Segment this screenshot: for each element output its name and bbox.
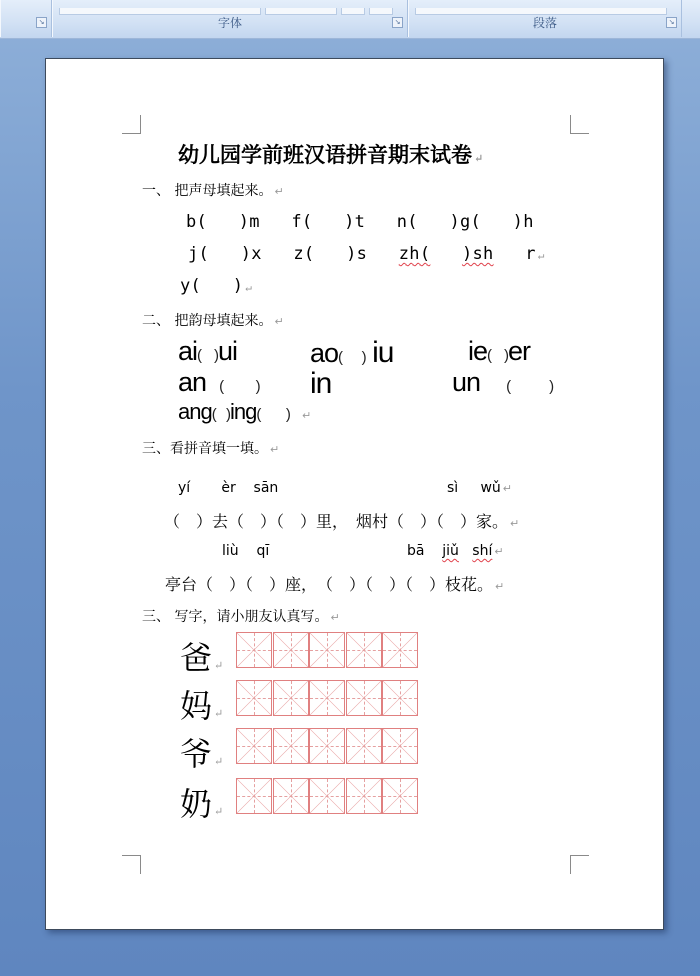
grid-cell[interactable] bbox=[309, 632, 345, 668]
paren-open: ( bbox=[219, 378, 224, 395]
shengmu-item: )h bbox=[512, 212, 534, 232]
paragraph-mark-icon: ↵ bbox=[537, 249, 545, 262]
pinyin-item: jiǔ bbox=[442, 543, 459, 559]
paren-open: ( bbox=[256, 406, 261, 423]
page-title bbox=[178, 139, 483, 169]
shengmu-row-3 bbox=[180, 276, 252, 296]
grid-cell[interactable] bbox=[236, 778, 272, 814]
shengmu-item: )sh bbox=[461, 244, 494, 264]
paragraph-mark-icon: ↵ bbox=[510, 517, 520, 530]
writing-grid[interactable] bbox=[236, 632, 419, 668]
pinyin-item: yí bbox=[178, 480, 191, 496]
paren-open: ( bbox=[197, 347, 202, 364]
shengmu-item: )s bbox=[346, 244, 368, 264]
paren-open: ( bbox=[506, 378, 511, 395]
grid-cell[interactable] bbox=[346, 778, 382, 814]
yunmu-row-1c bbox=[468, 336, 530, 367]
ribbon bbox=[0, 0, 700, 39]
paragraph-mark-icon: ↵ bbox=[270, 443, 280, 456]
paren-open: ( bbox=[487, 347, 492, 364]
shengmu-item: ) bbox=[232, 276, 244, 296]
shengmu-item: )t bbox=[344, 212, 366, 232]
shengmu-row-1 bbox=[186, 212, 534, 232]
pinyin-item: sān bbox=[253, 480, 279, 496]
yunmu-item: ao bbox=[310, 338, 339, 368]
grid-cell[interactable] bbox=[273, 680, 309, 716]
paragraph-mark-icon: ↵ bbox=[494, 545, 504, 558]
yunmu-row-2c bbox=[452, 367, 553, 398]
section-1-text: 一、 把声母填起来。 bbox=[142, 183, 273, 199]
pinyin-line-3a bbox=[222, 543, 269, 559]
paren-close: ) bbox=[214, 347, 219, 364]
grid-cell[interactable] bbox=[346, 632, 382, 668]
margin-corner-mark bbox=[570, 855, 589, 874]
grid-cell[interactable] bbox=[273, 632, 309, 668]
ribbon-group-clipboard bbox=[0, 0, 52, 37]
grid-cell[interactable] bbox=[382, 728, 418, 764]
yunmu-item: ui bbox=[218, 336, 238, 366]
font-group-label: 字体 bbox=[217, 16, 242, 30]
pinyin-item: èr bbox=[221, 480, 236, 496]
font-dialog-launcher-icon[interactable]: ↘ bbox=[392, 17, 403, 28]
yunmu-item: ie bbox=[468, 336, 488, 366]
pinyin-item: shí bbox=[472, 543, 493, 559]
grid-cell[interactable] bbox=[309, 778, 345, 814]
yunmu-row-1 bbox=[178, 336, 237, 367]
yunmu-row-3 bbox=[178, 399, 310, 425]
paragraph-mark-icon: ↵ bbox=[214, 755, 224, 768]
paren-close: ) bbox=[255, 378, 260, 395]
yunmu-item: in bbox=[310, 367, 332, 400]
paragraph-mark-icon: ↵ bbox=[214, 805, 224, 818]
shengmu-item: j( bbox=[188, 244, 210, 264]
paren-close: ) bbox=[225, 406, 230, 423]
section-1-heading bbox=[142, 180, 284, 200]
yunmu-row-2b bbox=[310, 367, 331, 401]
character-glyph: 奶 bbox=[180, 785, 213, 823]
paragraph-mark-icon: ↵ bbox=[495, 580, 505, 593]
margin-corner-mark bbox=[570, 115, 589, 134]
hanzi-line-1 bbox=[164, 509, 519, 532]
section-3-text: 三、看拼音填一填。 bbox=[142, 441, 268, 457]
paragraph-mark-icon: ↵ bbox=[274, 185, 284, 198]
pinyin-item: bā bbox=[407, 543, 425, 559]
ribbon-group-paragraph bbox=[408, 0, 682, 37]
pinyin-line-1a bbox=[178, 480, 278, 496]
yunmu-item: er bbox=[508, 336, 531, 366]
yunmu-row-2 bbox=[178, 367, 260, 398]
hanzi-line-2 bbox=[165, 572, 504, 595]
section-3-heading bbox=[142, 438, 279, 458]
document-page[interactable] bbox=[45, 58, 664, 930]
yunmu-item: ing bbox=[229, 399, 257, 424]
section-2-text: 二、 把韵母填起来。 bbox=[142, 313, 273, 329]
paragraph-mark-icon: ↵ bbox=[214, 659, 224, 672]
shengmu-item: n( bbox=[396, 212, 418, 232]
margin-corner-mark bbox=[122, 855, 141, 874]
paragraph-group-label: 段落 bbox=[532, 16, 557, 30]
shengmu-item: y( bbox=[180, 276, 202, 296]
grid-cell[interactable] bbox=[309, 728, 345, 764]
grid-cell[interactable] bbox=[236, 728, 272, 764]
shengmu-item: z( bbox=[293, 244, 315, 264]
paren-close: ) bbox=[285, 406, 290, 423]
paren-close: ) bbox=[361, 349, 366, 366]
paragraph-mark-icon: ↵ bbox=[274, 315, 284, 328]
section-4-text: 三、 写字，请小朋友认真写。 bbox=[142, 609, 329, 625]
margin-corner-mark bbox=[122, 115, 141, 134]
character-glyph: 爷 bbox=[180, 735, 213, 773]
yunmu-item: an bbox=[178, 367, 207, 397]
grid-cell[interactable] bbox=[273, 778, 309, 814]
grid-cell[interactable] bbox=[346, 680, 382, 716]
grid-cell[interactable] bbox=[382, 778, 418, 814]
section-4-heading bbox=[142, 606, 340, 626]
grid-cell[interactable] bbox=[236, 680, 272, 716]
grid-cell[interactable] bbox=[382, 632, 418, 668]
hanzi-sentence: 亭台（ ）（ ）座， （ ）（ ）（ ）枝花。 bbox=[165, 575, 494, 594]
paragraph-dialog-launcher-icon[interactable]: ↘ bbox=[666, 17, 677, 28]
practice-character bbox=[180, 633, 223, 679]
writing-grid[interactable] bbox=[236, 778, 419, 814]
grid-cell[interactable] bbox=[236, 632, 272, 668]
pinyin-item: qī bbox=[256, 543, 270, 559]
yunmu-row-1b bbox=[310, 336, 393, 370]
paragraph-mark-icon: ↵ bbox=[214, 707, 224, 720]
character-glyph: 妈 bbox=[180, 687, 213, 725]
grid-cell[interactable] bbox=[309, 680, 345, 716]
paren-close: ) bbox=[549, 378, 554, 395]
paragraph-mark-icon: ↵ bbox=[245, 281, 253, 294]
yunmu-item: ang bbox=[178, 399, 212, 424]
yunmu-item: ai bbox=[178, 336, 198, 366]
practice-character bbox=[180, 681, 223, 727]
shengmu-item: b( bbox=[186, 212, 208, 232]
paren-close: ) bbox=[504, 347, 509, 364]
section-2-heading bbox=[142, 310, 284, 330]
shengmu-item: )x bbox=[240, 244, 262, 264]
yunmu-item: iu bbox=[372, 336, 394, 369]
paragraph-mark-icon: ↵ bbox=[502, 482, 512, 495]
dialog-launcher-icon[interactable]: ↘ bbox=[36, 17, 47, 28]
paragraph-mark-icon: ↵ bbox=[330, 611, 340, 624]
shengmu-item: r bbox=[525, 244, 536, 264]
paren-open: ( bbox=[338, 349, 343, 366]
writing-grid[interactable] bbox=[236, 680, 419, 716]
shengmu-item: )g( bbox=[449, 212, 482, 232]
title-text: 幼儿园学前班汉语拼音期末试卷 bbox=[178, 142, 472, 167]
pinyin-item: wǔ bbox=[480, 480, 501, 496]
character-glyph: 爸 bbox=[180, 639, 213, 677]
shengmu-item: f( bbox=[291, 212, 313, 232]
writing-grid[interactable] bbox=[236, 728, 419, 764]
practice-character bbox=[180, 729, 223, 775]
paragraph-mark-icon: ↵ bbox=[474, 152, 484, 165]
paren-open: ( bbox=[211, 406, 216, 423]
grid-cell[interactable] bbox=[346, 728, 382, 764]
shengmu-item: )m bbox=[238, 212, 260, 232]
pinyin-item: liù bbox=[222, 543, 239, 559]
pinyin-item: sì bbox=[447, 480, 459, 496]
hanzi-sentence: （ ）去（ ）（ ）里， 烟村（ ）（ ）家。 bbox=[164, 512, 509, 531]
grid-cell[interactable] bbox=[273, 728, 309, 764]
shengmu-row-2 bbox=[188, 244, 545, 264]
shengmu-item: zh( bbox=[398, 244, 431, 264]
practice-character bbox=[180, 779, 223, 825]
yunmu-item: un bbox=[452, 367, 481, 397]
ribbon-group-font bbox=[52, 0, 408, 37]
paragraph-mark-icon: ↵ bbox=[302, 410, 311, 422]
pinyin-line-3b bbox=[407, 543, 504, 559]
grid-cell[interactable] bbox=[382, 680, 418, 716]
pinyin-line-1b bbox=[447, 480, 512, 496]
